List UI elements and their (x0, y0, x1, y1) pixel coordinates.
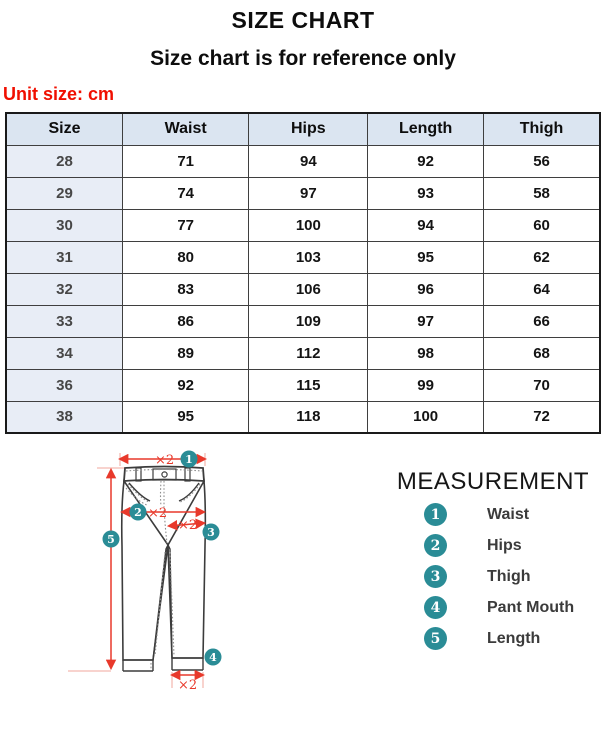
value-cell: 95 (122, 401, 249, 433)
svg-text:1: 1 (185, 453, 193, 466)
measurement-section (388, 468, 598, 496)
legend-badge: 3 (424, 565, 447, 588)
value-cell: 100 (249, 209, 368, 241)
waist-x2-label: ×2 (155, 453, 175, 468)
value-cell: 100 (368, 401, 484, 433)
measurement-legend (424, 503, 574, 658)
thigh-x2-label: ×2 (178, 518, 198, 533)
value-cell: 97 (368, 305, 484, 337)
legend-label: Hips (487, 536, 522, 554)
table-row (6, 337, 600, 369)
value-cell: 92 (368, 145, 484, 177)
legend-item-pant-mouth (424, 596, 574, 619)
badge-hips (130, 504, 147, 521)
value-cell: 115 (249, 369, 368, 401)
value-cell: 77 (122, 209, 249, 241)
value-cell: 68 (484, 337, 600, 369)
size-cell: 30 (6, 209, 122, 241)
badge-thigh (203, 524, 220, 541)
legend-label: Waist (487, 505, 530, 523)
badge-waist (181, 451, 198, 468)
value-cell: 103 (249, 241, 368, 273)
svg-text:3: 3 (207, 526, 215, 539)
value-cell: 98 (368, 337, 484, 369)
legend-badge: 2 (424, 534, 447, 557)
column-header-thigh: Thigh (484, 113, 600, 145)
legend-item-thigh (424, 565, 574, 588)
hips-x2-label: ×2 (148, 506, 168, 521)
badge-pant-mouth (205, 649, 222, 666)
legend-item-waist (424, 503, 574, 526)
value-cell: 112 (249, 337, 368, 369)
size-table-header (6, 113, 600, 145)
measure-arrows (68, 453, 205, 693)
pants-diagram (52, 446, 287, 701)
legend-label: Pant Mouth (487, 598, 575, 616)
legend-item-hips (424, 534, 574, 557)
value-cell: 62 (484, 241, 600, 273)
table-row (6, 305, 600, 337)
table-row (6, 145, 600, 177)
table-row (6, 241, 600, 273)
value-cell: 96 (368, 273, 484, 305)
value-cell: 56 (484, 145, 600, 177)
size-cell: 33 (6, 305, 122, 337)
svg-text:4: 4 (209, 651, 217, 664)
size-cell: 38 (6, 401, 122, 433)
size-table-body (6, 145, 600, 433)
table-row (6, 209, 600, 241)
pant-mouth-x2-label: ×2 (178, 678, 198, 693)
size-cell: 31 (6, 241, 122, 273)
size-cell: 29 (6, 177, 122, 209)
table-row (6, 273, 600, 305)
table-row (6, 369, 600, 401)
value-cell: 94 (249, 145, 368, 177)
value-cell: 95 (368, 241, 484, 273)
legend-label: Thigh (487, 567, 531, 585)
value-cell: 60 (484, 209, 600, 241)
svg-text:5: 5 (107, 533, 115, 546)
size-cell: 28 (6, 145, 122, 177)
table-row (6, 177, 600, 209)
badge-length (103, 531, 120, 548)
value-cell: 99 (368, 369, 484, 401)
value-cell: 58 (484, 177, 600, 209)
value-cell: 86 (122, 305, 249, 337)
svg-text:2: 2 (134, 506, 142, 519)
value-cell: 97 (249, 177, 368, 209)
legend-badge: 5 (424, 627, 447, 650)
legend-item-length (424, 627, 574, 650)
value-cell: 118 (249, 401, 368, 433)
value-cell: 92 (122, 369, 249, 401)
value-cell: 109 (249, 305, 368, 337)
unit-note: Unit size: cm (3, 84, 115, 104)
size-cell: 34 (6, 337, 122, 369)
column-header-size: Size (6, 113, 122, 145)
value-cell: 80 (122, 241, 249, 273)
legend-label: Length (487, 629, 541, 647)
value-cell: 74 (122, 177, 249, 209)
size-cell: 32 (6, 273, 122, 305)
table-row (6, 401, 600, 433)
value-cell: 94 (368, 209, 484, 241)
value-cell: 89 (122, 337, 249, 369)
value-cell: 66 (484, 305, 600, 337)
table-header-row (6, 113, 600, 145)
page-title: SIZE CHART (231, 7, 375, 33)
value-cell: 72 (484, 401, 600, 433)
size-cell: 36 (6, 369, 122, 401)
value-cell: 93 (368, 177, 484, 209)
legend-badge: 4 (424, 596, 447, 619)
value-cell: 83 (122, 273, 249, 305)
value-cell: 71 (122, 145, 249, 177)
legend-badge: 1 (424, 503, 447, 526)
value-cell: 70 (484, 369, 600, 401)
measurement-title: MEASUREMENT (396, 468, 590, 495)
value-cell: 64 (484, 273, 600, 305)
size-table (5, 112, 601, 434)
column-header-hips: Hips (249, 113, 368, 145)
page-subtitle: Size chart is for reference only (150, 47, 456, 70)
value-cell: 106 (249, 273, 368, 305)
column-header-length: Length (368, 113, 484, 145)
column-header-waist: Waist (122, 113, 249, 145)
